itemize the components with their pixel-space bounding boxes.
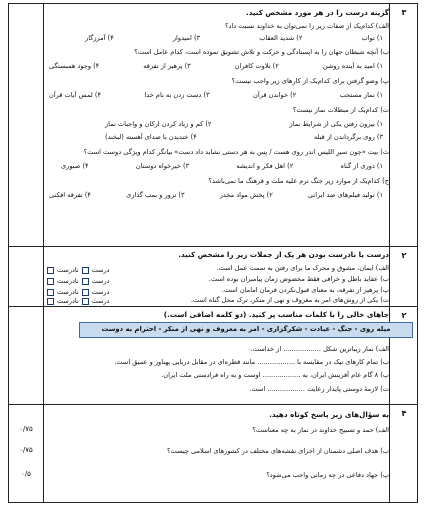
score: ۰/۷۵ [19,425,33,433]
statement: پ) پرهیز از تفرقه، به معنای قبول‌نکردن فرمان امامان است. [221,286,389,294]
question-text: الف) کدام‌یک از صفات زیر را نمی‌توان به خداوند نسبت داد؟ [225,22,389,30]
option[interactable]: ۲) تلاوت کافران [234,62,279,70]
option[interactable]: ۱) نماز مستحب [339,91,383,99]
option[interactable]: ۴) تفرقه افکنی [49,191,91,199]
fill-blank-item: ب) تمام کارهای نیک در مقایسه با .................. مانند قطره‌ای در مقابل دریایی پهناور و عمیق است. [114,358,389,366]
option-row [45,119,389,129]
true-false-choice [47,276,110,286]
option[interactable]: ۳) دست زدن به نام خدا [144,91,210,99]
true-checkbox[interactable] [82,278,89,285]
option[interactable]: ۲) خواندن قرآن [253,91,297,99]
option[interactable]: ۱) تواب [361,34,383,42]
false-checkbox[interactable] [47,298,54,305]
short-answer-question: الف) حمد و تسبیح خداوند در نماز به چه معناست؟ [252,426,389,434]
true-label: درست [91,277,110,285]
word-bank: میله روی - جنگ - عبادت - شکرگزاری - امر به معروف و نهی از منکر - احترام به دوست [79,322,413,338]
option[interactable]: ۳) پرهیز از تفرقه [143,62,191,70]
option[interactable]: ۳) امیدوار [172,34,201,42]
statement: الف) ایمان، مشوق و محرک ما برای رفتن به سمت عمل است. [216,264,389,272]
exam-sheet [8,3,418,503]
false-label: نادرست [57,288,79,296]
question-title: گزینه درست را در هر مورد مشخص کنید. [245,8,389,17]
option[interactable]: ۴) صبوری [61,162,89,170]
option-row [45,132,389,142]
option[interactable]: ۳) خیرخواه دوستان [135,162,190,170]
question-number: ۲ [401,311,407,320]
fill-blank-item: پ) ۸ گام عام آفرینش ایران، به .................. اوست و به راه فرادستی ملت ایران. [161,371,389,379]
statement: ب) عقاید باطل و خرافی فقط مخصوص زمان پیامبران بوده است. [208,275,389,283]
option[interactable]: ۴) آمرزگار [85,34,114,42]
question-number: ۴ [401,409,407,418]
false-label: نادرست [57,297,79,305]
false-checkbox[interactable] [47,267,54,274]
option[interactable]: ۴) لمس آیات قرآن [49,91,101,99]
question-text: ت) کدام‌یک از مبطلات نماز نیست؟ [292,106,389,114]
option[interactable]: ۳) ترور و بمب گذاری [126,191,185,199]
question-text: ث) بیت «چون سیرِ اللیس اندر روی هست / پس به هر دستی نشاید داد دست» بیانگر کدام ویژگی دوست است؟ [83,148,389,156]
question-number: ۲ [401,251,407,260]
question-title: درست یا نادرست بودن هر یک از جملات زیر را مشخص کنید. [178,250,389,259]
option[interactable]: ۲) پخش مواد مخدر [219,191,273,199]
option[interactable]: ۱) تولید فیلم‌های ضد ایرانی [307,191,383,199]
question-3 [45,306,389,404]
option-row [45,61,389,71]
false-checkbox[interactable] [47,289,54,296]
option[interactable]: ۴) خندیدن با صدای آهسته (لبخند) [105,133,197,141]
option[interactable]: ۱) دوری از گناه [340,162,383,170]
false-label: نادرست [57,277,79,285]
true-false-choice [47,296,110,306]
option[interactable]: ۳) روی برگرداندن از قبله [313,133,383,141]
score: ۰/۷۵ [19,446,33,454]
fill-blank-item: ت) لازمهٔ دوستی پایدار رعایت .................. است. [249,385,389,393]
option-row [45,90,389,100]
question-number: ۳ [401,8,407,17]
true-label: درست [91,297,110,305]
question-title: به سؤال‌های زیر پاسخ کوتاه دهید. [269,410,389,419]
option[interactable]: ۴) وجود همبستگی [49,62,100,70]
number-column-divider [389,4,390,502]
true-label: درست [91,266,110,274]
fill-blank-item: الف) نماز زیباترین شکل .................. از خداست. [250,345,389,353]
short-answer-question: ب) هدف اصلی دشمنان از اجرای نقشه‌های مختلف در کشورهای اسلامی چیست؟ [166,447,389,455]
score-column-divider [43,4,44,502]
false-label: نادرست [57,266,79,274]
question-2 [45,246,389,306]
short-answer-question: پ) جهاد دفاعی در چه زمانی واجب می‌شود؟ [266,471,389,479]
true-checkbox[interactable] [82,267,89,274]
true-label: درست [91,288,110,296]
false-checkbox[interactable] [47,278,54,285]
question-text: ب) آنچه شیطان جهان را به اپستادگی و حرکت و تلاش تشویق نموده است، کدام عامل است؟ [134,48,389,56]
question-4 [45,404,389,504]
true-false-choice [47,265,110,275]
option[interactable]: ۲) کم و زیاد کردن ارکان و واجبات نماز [105,120,212,128]
score: ۰/۵ [21,470,31,478]
true-checkbox[interactable] [82,298,89,305]
question-title: جاهای خالی را با کلمات مناسب پر کنید. (دو کلمه اضافی است.) [163,310,389,319]
question-text: ج) کدام‌یک از موارد زیر جنگ نرم علیه ملت و فرهنگ ما نمی‌باشد؟ [208,177,389,185]
question-text: پ) وضو گرفتن برای کدام‌یک از کارهای زیر واجب نیست؟ [231,77,389,85]
option[interactable]: ۱) بیرون رفتن یکی از شرایط نماز [289,120,383,128]
statement: ت) یکی از روش‌های امر به معروف و نهی از منکر، ترک محل گناه است. [190,296,389,304]
true-checkbox[interactable] [82,289,89,296]
question-1 [45,4,389,246]
option[interactable]: ۲) شدید العقاب [259,34,303,42]
option-row [45,161,389,171]
option[interactable]: ۱) امید به آینده روشن [322,62,383,70]
option-row [45,33,389,43]
option[interactable]: ۲) اهل فکر و اندیشه [236,162,294,170]
option-row [45,190,389,200]
